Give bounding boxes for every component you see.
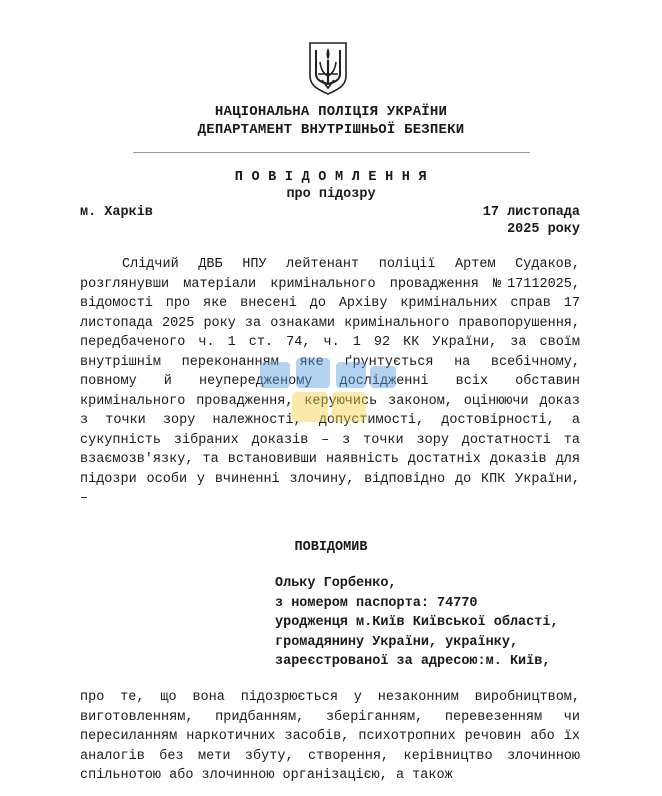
suspect-address: зареєстрованої за адресою:м. Київ,: [275, 654, 551, 669]
suspect-citizenship: громадянину України, українку,: [275, 634, 519, 650]
document-subtitle: про підозру: [286, 187, 376, 202]
intro-paragraph: Слідчий ДВБ НПУ лейтенант поліції Артем Судаков, розглянувши матеріали кримінального провадження №17112025, відомості про яке внесені до Архіву кримінальних справ 17 листопада 2025 року за ознаками кримінального правопорушення, передбаченого ч. 1 ст. 74, ч. 1 92 КК України, за своїм внутрішнім переконанням яке ґрунтується на всебічному, повному й неупередженому дослідженні всіх обставин кримінального провадження, керуючись законом, оцінюючи доказ з точки зору належності, допустимості, достовірності, а сукупність зібраних доказів – з точки зору достатності та взаємозв'язку, та встановивши наявність достатніх доказів для підозри особи у вчиненні злочину, відповідно до КПК України, –: [80, 257, 580, 506]
document-title: ПОВІДОМЛЕННЯ: [234, 170, 436, 185]
date-year: 2025 року: [507, 221, 580, 237]
trident-icon: [307, 40, 349, 96]
date-day-month: 17 листопада: [482, 205, 580, 220]
header-divider: [133, 152, 530, 153]
notified-heading: ПОВІДОМИВ: [294, 540, 368, 555]
suspect-name: Ольку Горбенко,: [275, 576, 397, 591]
org-name-line1: НАЦІОНАЛЬНА ПОЛІЦІЯ УКРАЇНИ: [214, 104, 448, 120]
suspect-birthplace: уродженця м.Київ Київської області,: [275, 615, 559, 630]
suspect-details: [275, 574, 559, 672]
charge-paragraph: про те, що вона підозрюється у незаконним виробництвом, виготовленням, придбанням, зберіганням, перевезенням чи пересиланням наркотичних засобів, психотропних речовин або їх аналогів без мети збуту, створення, керівництво злочинною спільнотою або злочинною організацією, а також: [80, 690, 580, 783]
org-name-line2: ДЕПАРТАМЕНТ ВНУТРІШНЬОЇ БЕЗПЕКИ: [197, 122, 465, 138]
suspect-passport: з номером паспорта: 74770: [275, 595, 478, 611]
document-date: [483, 205, 580, 238]
document-city: м. Харків: [80, 205, 153, 220]
